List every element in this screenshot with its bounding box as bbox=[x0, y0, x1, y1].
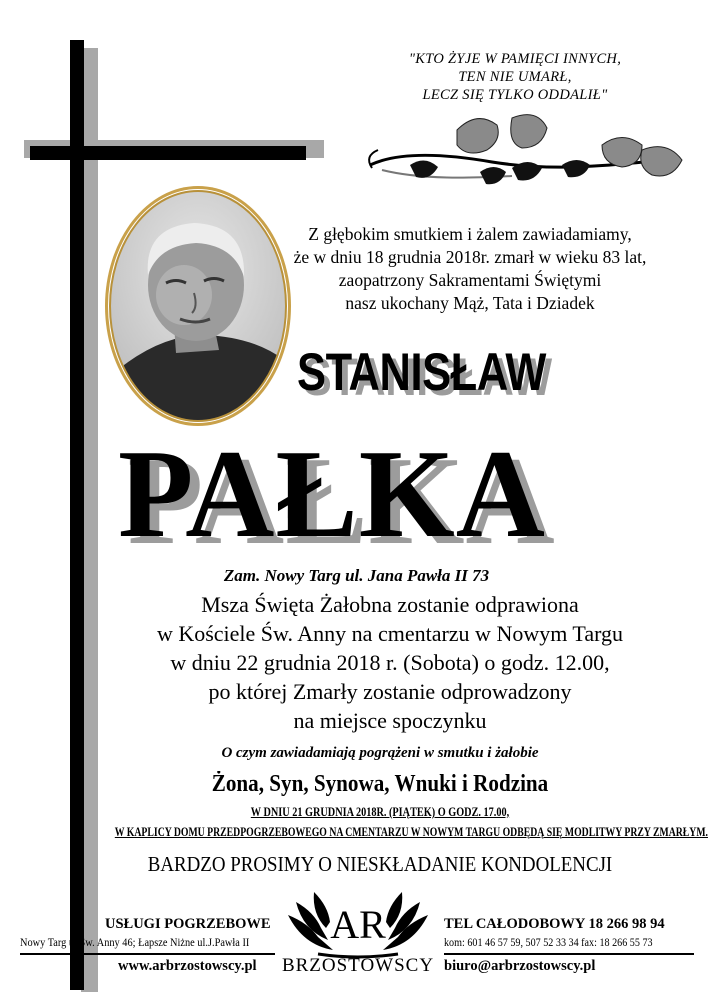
intro-line-1: Z głębokim smutkiem i żalem zawiadamiamy, bbox=[308, 224, 632, 244]
quote-line-3: LECZ SIĘ TYLKO ODDALIŁ" bbox=[422, 87, 608, 103]
footer-divider-left bbox=[20, 953, 275, 955]
phone-numbers: kom: 601 46 57 59, 507 52 33 34 fax: 18 266 55 73 bbox=[444, 937, 653, 949]
deceased-last-name: PAŁKA bbox=[118, 425, 546, 564]
funeral-service-website[interactable]: www.arbrzostowscy.pl bbox=[118, 958, 257, 974]
prayer-location: W KAPLICY DOMU PRZEDPOGRZEBOWEGO NA CMENTARZU W NOWYM TARGU ODBĘDĄ SIĘ MODLITWY PRZY ZMARŁYM. bbox=[114, 825, 708, 839]
funeral-mass-info bbox=[90, 590, 690, 735]
mass-line-1: Msza Święta Żałobna zostanie odprawiona bbox=[201, 592, 579, 617]
footer-divider-right bbox=[444, 953, 694, 955]
intro-line-3: zaopatrzony Sakramentami Świętymi bbox=[338, 270, 602, 290]
quote-line-1: "KTO ŻYJE W PAMIĘCI INNYCH, bbox=[408, 51, 622, 67]
logo-letters: AR bbox=[330, 902, 386, 947]
mass-line-5: na miejsce spoczynku bbox=[293, 708, 487, 733]
intro-line-4: nasz ukochany Mąż, Tata i Dziadek bbox=[345, 293, 595, 313]
mourners-family: Żona, Syn, Synowa, Wnuki i Rodzina bbox=[211, 771, 549, 797]
mass-line-2: w Kościele Św. Anny na cmentarzu w Nowym Targu bbox=[156, 621, 624, 646]
deceased-first-name: STANISŁAW bbox=[297, 343, 547, 402]
phone-title: TEL CAŁODOBOWY 18 266 98 94 bbox=[444, 916, 665, 932]
cross-icon bbox=[70, 40, 84, 990]
logo-name: BRZOSTOWSCY bbox=[281, 955, 435, 976]
condolence-request: BARDZO PROSIMY O NIESKŁADANIE KONDOLENCJI bbox=[147, 852, 613, 876]
mass-line-3: w dniu 22 grudnia 2018 r. (Sobota) o godz. 12.00, bbox=[170, 650, 610, 675]
mourners-notice: O czym zawiadamiają pogrążeni w smutku i żałobie bbox=[221, 745, 539, 761]
leaf-branch-icon bbox=[362, 110, 697, 205]
contact-email[interactable]: biuro@arbrzostowscy.pl bbox=[444, 958, 596, 974]
intro-line-2: że w dniu 18 grudnia 2018r. zmarł w wieku 83 lat, bbox=[293, 247, 647, 267]
laurel-wreath-icon bbox=[278, 888, 438, 993]
announcement-intro bbox=[280, 223, 660, 315]
portrait-photo bbox=[104, 185, 292, 428]
mass-line-4: po której Zmarły zostanie odprowadzony bbox=[208, 679, 572, 704]
memorial-quote bbox=[345, 50, 685, 104]
funeral-service-title: USŁUGI POGRZEBOWE bbox=[105, 916, 271, 932]
cross-arm bbox=[30, 146, 306, 160]
quote-line-2: TEN NIE UMARŁ, bbox=[458, 69, 572, 85]
deceased-address: Zam. Nowy Targ ul. Jana Pawła II 73 bbox=[223, 566, 490, 585]
prayer-date: W DNIU 21 GRUDNIA 2018R. (PIĄTEK) O GODZ. 17.00, bbox=[250, 805, 510, 819]
funeral-service-address: Nowy Targ ul.Św. Anny 46; Łapsze Niżne ul.J.Pawła II bbox=[20, 937, 250, 949]
